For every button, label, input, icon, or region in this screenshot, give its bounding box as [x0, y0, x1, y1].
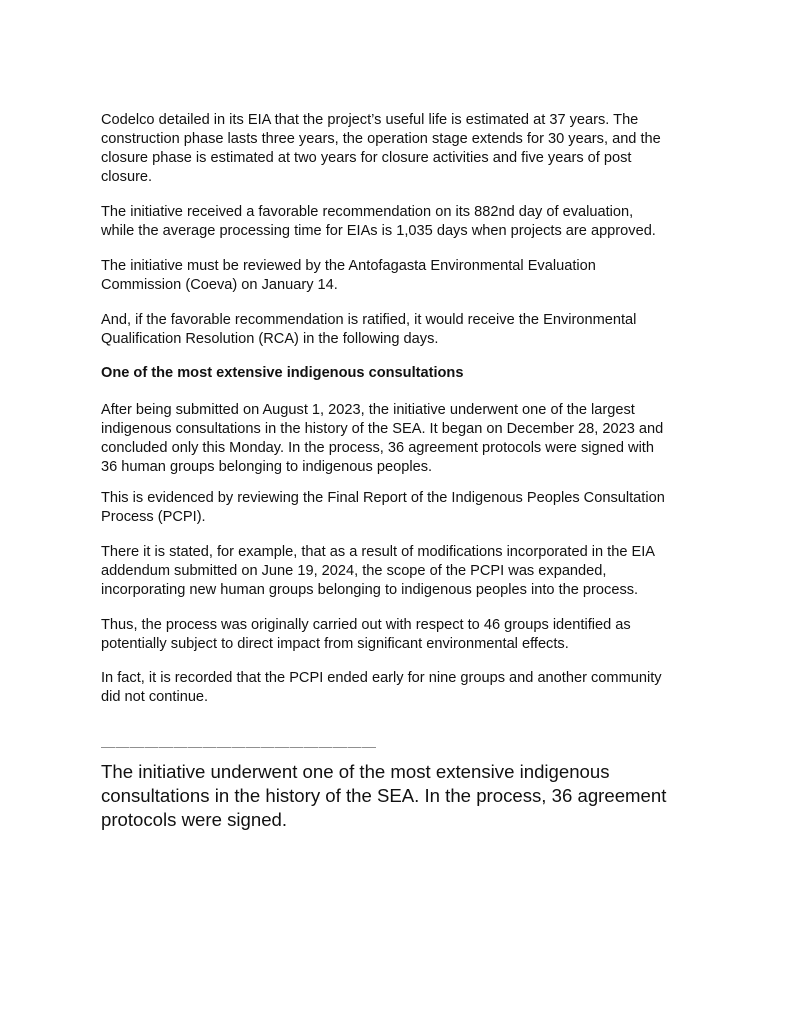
quote-line: protocols were signed.	[101, 809, 288, 830]
separator-rule: ———————————————————	[101, 738, 377, 754]
text-line: After being submitted on August 1, 2023, the initiative underwent one of the largest	[101, 402, 635, 418]
text-line: closure.	[101, 169, 153, 185]
pull-quote	[101, 760, 666, 832]
text-line: The initiative received a favorable recommendation on its 882nd day of evaluation,	[101, 204, 634, 220]
text-line: while the average processing time for EIAs is 1,035 days when projects are approved.	[101, 223, 656, 239]
heading-text: One of the most extensive indigenous consultations	[101, 365, 464, 381]
quote-line: consultations in the history of the SEA. In the process, 36 agreement	[101, 785, 667, 806]
text-line: Commission (Coeva) on January 14.	[101, 277, 338, 293]
text-line: Codelco detailed in its EIA that the project’s useful life is estimated at 37 years. The	[101, 112, 639, 128]
text-line: addendum submitted on June 19, 2024, the scope of the PCPI was expanded,	[101, 563, 607, 579]
quote-line: The initiative underwent one of the most extensive indigenous	[101, 761, 610, 782]
text-line: In fact, it is recorded that the PCPI ended early for nine groups and another community	[101, 670, 662, 686]
text-line: 36 human groups belonging to indigenous peoples.	[101, 459, 433, 475]
section-heading	[101, 364, 463, 383]
paragraph-final-report	[101, 489, 665, 527]
paragraph-project-life	[101, 111, 661, 187]
text-line: did not continue.	[101, 689, 209, 705]
text-line: construction phase lasts three years, the operation stage extends for 30 years, and the	[101, 131, 661, 147]
paragraph-addendum	[101, 543, 655, 600]
text-line: The initiative must be reviewed by the Antofagasta Environmental Evaluation	[101, 258, 596, 274]
text-line: And, if the favorable recommendation is ratified, it would receive the Environmental	[101, 312, 637, 328]
text-line: indigenous consultations in the history of the SEA. It began on December 28, 2023 and	[101, 421, 664, 437]
paragraph-46-groups	[101, 616, 631, 654]
text-line: Process (PCPI).	[101, 509, 206, 525]
text-line: incorporating new human groups belonging to indigenous peoples into the process.	[101, 582, 639, 598]
paragraph-rca	[101, 311, 636, 349]
text-line: This is evidenced by reviewing the Final Report of the Indigenous Peoples Consultation	[101, 490, 665, 506]
paragraph-recommendation	[101, 203, 656, 241]
text-line: Qualification Resolution (RCA) in the following days.	[101, 331, 439, 347]
text-line: concluded only this Monday. In the process, 36 agreement protocols were signed with	[101, 440, 654, 456]
paragraph-coeva	[101, 257, 596, 295]
paragraph-ended-early	[101, 669, 662, 707]
text-line: There it is stated, for example, that as a result of modifications incorporated in the EIA	[101, 544, 656, 560]
text-line: closure phase is estimated at two years for closure activities and five years of post	[101, 150, 632, 166]
paragraph-consultation	[101, 401, 663, 477]
text-line: potentially subject to direct impact from significant environmental effects.	[101, 636, 569, 652]
text-line: Thus, the process was originally carried out with respect to 46 groups identified as	[101, 617, 631, 633]
